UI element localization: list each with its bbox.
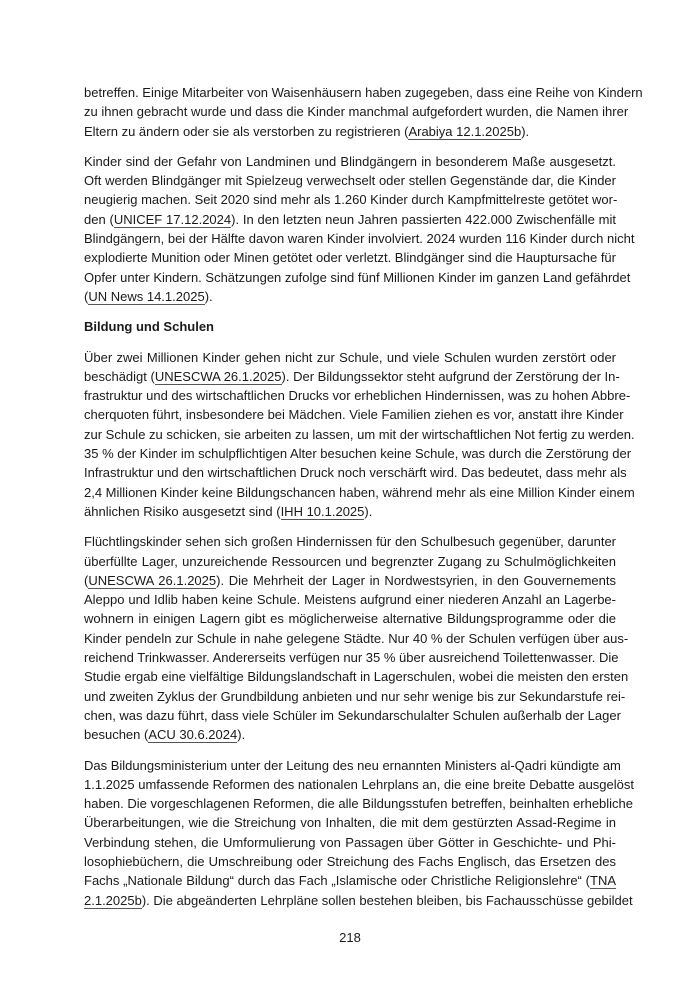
- citation-link[interactable]: UN News 14.1.2025: [88, 288, 205, 304]
- text-line: [84, 571, 616, 590]
- paragraph: [84, 756, 634, 910]
- citation-link[interactable]: UNESCWA 26.1.2025: [154, 368, 282, 384]
- text-line: [84, 667, 629, 686]
- text-line: [84, 532, 616, 551]
- text-line: [84, 405, 624, 424]
- text-line: [84, 229, 635, 248]
- text-segment: haben. Die vorgeschlagenen Reformen, die alle Bildungsstufen betreffen, beinhalten erhebliche: [84, 796, 634, 812]
- text-segment: zur Schule zu schicken, sie arbeiten zu lassen, um mit der wirtschaftlichen Not fertig zu werden.: [84, 426, 635, 442]
- text-line: [84, 268, 631, 287]
- text-segment: (: [84, 288, 89, 304]
- text-segment: ).: [204, 288, 213, 304]
- text-segment: Studie ergab eine vielfältige Bildungslandschaft in Lagerschulen, wobei die meisten den ersten: [84, 669, 629, 685]
- text-line: [84, 756, 621, 775]
- text-segment: Das Bildungsministerium unter der Leitung des neu ernannten Ministers al-Qadri kündigte am: [84, 757, 621, 773]
- text-segment: Überarbeitungen, wie die Streichung von Inhalten, die mit dem gestürzten Assad-Regime in: [84, 815, 616, 831]
- text-segment: Opfer unter Kindern. Schätzungen zufolge sind fünf Millionen Kinder im ganzen Land gefährdet: [84, 269, 631, 285]
- text-segment: wohnern in einigen Lagern gibt es möglicherweise alternative Bildungsprogramme oder die: [84, 611, 616, 627]
- text-line: [84, 775, 634, 794]
- text-line: [84, 609, 616, 628]
- text-line: [84, 444, 632, 463]
- text-segment: ).: [521, 123, 530, 139]
- text-segment: ). Die Mehrheit der Lager in Nordwestsyrien, in den Gouvernements: [216, 572, 616, 588]
- paragraph: [84, 348, 635, 522]
- text-segment: Eltern zu ändern oder sie als verstorben zu registrieren (: [84, 123, 409, 139]
- text-line: [84, 348, 616, 367]
- text-line: [84, 629, 629, 648]
- text-segment: ähnlichen Risiko ausgesetzt sind (: [84, 503, 281, 519]
- citation-link[interactable]: IHH 10.1.2025: [280, 503, 365, 519]
- text-line: [84, 190, 616, 209]
- document-body: [84, 83, 643, 921]
- text-line: [84, 248, 616, 267]
- text-segment: Flüchtlingskinder sehen sich großen Hindernissen für den Schulbesuch gegenüber, darunter: [84, 534, 616, 550]
- text-line: [84, 152, 616, 171]
- text-segment: ).: [364, 503, 373, 519]
- text-segment: Oft werden Blindgänger mit Spielzeug verwechselt oder stellen Gegenstände dar, die Kinder: [84, 173, 616, 189]
- paragraph: [84, 532, 629, 744]
- text-line: [84, 83, 643, 102]
- text-line: [84, 852, 616, 871]
- text-segment: Kinder sind der Gefahr von Landminen und Blindgängern in besonderem Maße ausgesetzt.: [84, 153, 616, 169]
- text-line: [84, 552, 616, 571]
- paragraph: [84, 83, 643, 141]
- text-segment: betreffen. Einige Mitarbeiter von Waisenhäusern haben zugegeben, dass eine Reihe von Kindern: [84, 85, 643, 100]
- text-segment: Fachs „Nationale Bildung“ durch das Fach „Islamische oder Christliche Religionslehre“ (: [84, 873, 590, 889]
- text-line: [84, 102, 629, 121]
- text-segment: losophiebüchern, die Umschreibung oder Streichung des Fachs Englisch, das Ersetzen des: [84, 853, 616, 869]
- citation-link[interactable]: UNICEF 17.12.2024: [113, 211, 232, 227]
- text-segment: beschädigt (: [84, 368, 155, 384]
- text-line: [84, 122, 616, 141]
- text-line: [84, 210, 616, 229]
- text-segment: neugierig machen. Seit 2020 sind mehr als 1.260 Kinder durch Kampfmittelreste getötet wor-: [84, 192, 618, 208]
- text-line: [84, 171, 616, 190]
- text-segment: Blindgängern, bei der Hälfte davon waren Kinder involviert. 2024 wurden 116 Kinder durch nicht: [84, 231, 635, 247]
- text-segment: Über zwei Millionen Kinder gehen nicht zur Schule, und viele Schulen wurden zerstört oder: [84, 349, 616, 365]
- text-segment: und zweiten Zyklus der Grundbildung anbieten und nur sehr wenige bis zur Sekundarstufe rei-: [84, 688, 626, 704]
- text-line: [84, 287, 616, 306]
- text-segment: überfüllte Lager, unzureichende Ressourcen und begrenzter Zugang zu Schulmöglichkeiten: [84, 553, 616, 569]
- citation-link[interactable]: 2.1.2025b: [84, 892, 142, 908]
- text-segment: ). In den letzten neun Jahren passierten 422.000 Zwischenfälle mit: [231, 211, 616, 227]
- text-segment: zu ihnen gebracht wurde und dass die Kinder manchmal aufgefordert wurden, die Namen ihrer: [84, 104, 629, 120]
- text-segment: ).: [237, 727, 246, 743]
- text-line: [84, 706, 621, 725]
- paragraph: [84, 152, 635, 306]
- text-segment: cherquoten führt, insbesondere bei Mädchen. Viele Familien ziehen es vor, anstatt ihre Kinder: [84, 407, 624, 423]
- text-line: [84, 725, 616, 744]
- text-line: [84, 871, 616, 890]
- text-line: [84, 367, 620, 386]
- text-line: [84, 813, 616, 832]
- text-line: [84, 483, 635, 502]
- text-line: [84, 425, 635, 444]
- text-line: [84, 794, 634, 813]
- text-segment: 1.1.2025 umfassende Reformen des nationalen Lehrplans an, die eine breite Debatte ausgelöst: [84, 776, 634, 792]
- text-line: [84, 648, 619, 667]
- text-segment: frastruktur und des wirtschaftlichen Drucks vor erheblichen Hindernissen, was zu hohen Abbre-: [84, 388, 631, 404]
- citation-link[interactable]: UNESCWA 26.1.2025: [88, 572, 217, 588]
- text-segment: 2,4 Millionen Kinder keine Bildungschancen haben, während mehr als eine Million Kinder einem: [84, 484, 635, 500]
- text-segment: Aleppo und Idlib haben keine Schule. Meistens aufgrund einer niederen Anzahl an Lagerbe-: [84, 592, 616, 608]
- text-segment: explodierte Munition oder Minen getötet oder verletzt. Blindgänger sind die Hauptursache für: [84, 250, 616, 266]
- text-segment: ). Die abgeänderten Lehrpläne sollen bestehen bleiben, bis Fachausschüsse gebildet: [141, 892, 633, 908]
- text-segment: den (: [84, 211, 114, 227]
- text-line: [84, 386, 631, 405]
- citation-link[interactable]: ACU 30.6.2024: [148, 727, 238, 743]
- citation-link[interactable]: Arabiya 12.1.2025b: [408, 123, 522, 139]
- text-line: [84, 833, 616, 852]
- text-segment: 35 % der Kinder im schulpflichtigen Alter besuchen keine Schule, was durch die Zerstörung der: [84, 446, 632, 462]
- text-segment: Infrastruktur und den wirtschaftlichen Druck noch verschärft wird. Das bedeutet, dass mehr als: [84, 465, 627, 481]
- text-line: [84, 463, 627, 482]
- text-line: [84, 502, 616, 521]
- text-line: [84, 687, 626, 706]
- text-line: [84, 891, 633, 910]
- text-segment: Verbindung stehen, die Umformulierung von Passagen über Götter in Geschichte- und Phi-: [84, 834, 616, 850]
- text-segment: reichend Trinkwasser. Andererseits verfügen nur 35 % über ausreichend Toilettenwasser. Die: [84, 650, 619, 666]
- text-segment: Kinder pendeln zur Schule in nahe gelegene Städte. Nur 40 % der Schulen verfügen über aus-: [84, 630, 629, 646]
- section-heading: Bildung und Schulen: [84, 319, 214, 335]
- text-segment: chen, was dazu führt, dass viele Schüler im Sekundarschulalter Schulen außerhalb der Lager: [84, 707, 621, 723]
- text-line: [84, 590, 616, 609]
- page-number: 218: [339, 930, 361, 945]
- text-segment: ). Der Bildungssektor steht aufgrund der Zerstörung der In-: [281, 368, 620, 384]
- citation-link[interactable]: TNA: [590, 873, 616, 889]
- text-segment: (: [84, 572, 89, 588]
- text-segment: besuchen (: [84, 727, 149, 743]
